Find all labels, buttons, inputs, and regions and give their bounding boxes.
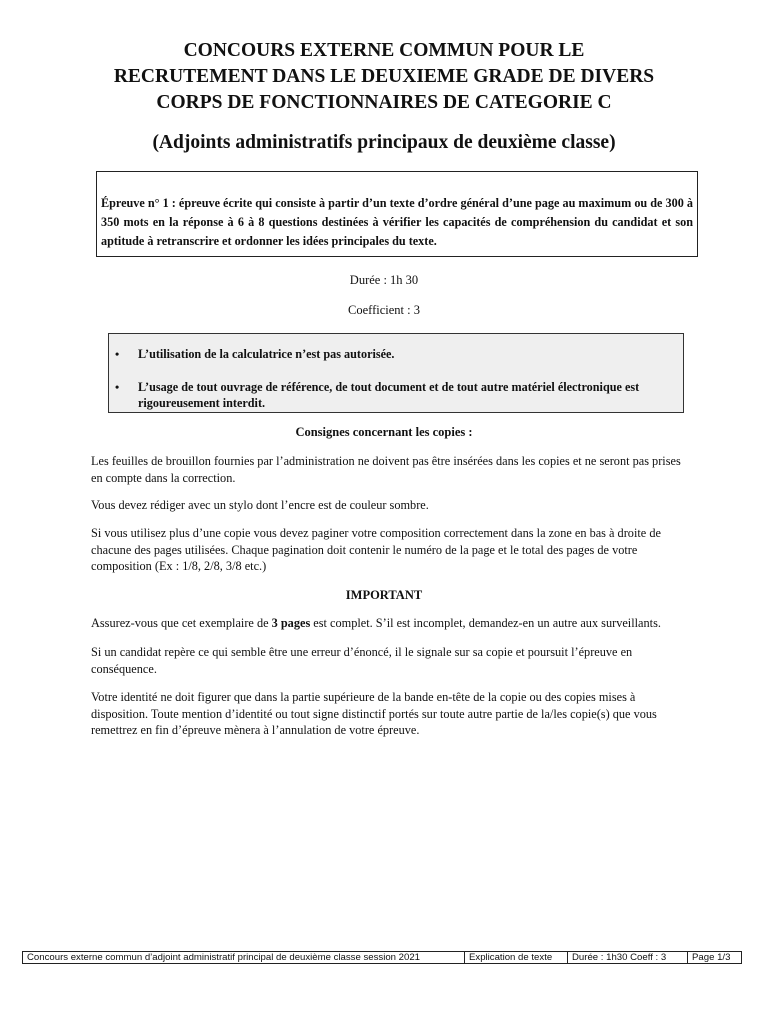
epreuve-description-text: Épreuve n° 1 : épreuve écrite qui consiste à partir d’un texte d’ordre général d’une page au maximum ou de 300 à 350 mots en la réponse à 6 à 8 questions destinées à vérifier les capacités de compréhension du candidat et son aptitude à retranscrire et ordonner les idées principales du texte.	[101, 196, 693, 248]
consigne-paragraph: Vous devez rédiger avec un stylo dont l’encre est de couleur sombre.	[91, 498, 429, 512]
document-title	[60, 38, 708, 116]
document-subtitle: (Adjoints administratifs principaux de deuxième classe)	[152, 132, 616, 153]
bullet-icon: •	[115, 347, 120, 361]
rule-text: L’utilisation de la calculatrice n’est pas autorisée.	[138, 347, 395, 361]
consigne-paragraph: Les feuilles de brouillon fournies par l’administration ne doivent pas être insérées dans les copies et ne seront pas prises en compte dans la correction.	[91, 454, 681, 485]
important-paragraph	[91, 615, 681, 632]
p4-page-count: 3 pages	[271, 616, 311, 630]
rules-box	[108, 333, 684, 413]
p4-text-end: est complet. S’il est incomplet, demandez-en un autre aux surveillants.	[310, 616, 661, 630]
title-line-2: RECRUTEMENT DANS LE DEUXIEME GRADE DE DIVERS	[113, 66, 655, 87]
important-paragraph: Votre identité ne doit figurer que dans la partie supérieure de la bande en-tête de la copie ou des copies mises à disposition. Toute mention d’identité ou tout signe distinctif portés sur toute autre partie de la/les copie(s) que vous remettrez en fin d’épreuve mènera à l’annulation de votre épreuve.	[91, 690, 657, 737]
footer-epreuve: Explication de texte	[465, 952, 568, 963]
bullet-icon: •	[115, 380, 120, 394]
epreuve-description-box	[96, 171, 698, 257]
rule-text: L’usage de tout ouvrage de référence, de tout document et de tout autre matériel électronique est rigoureusement interdit.	[138, 380, 640, 410]
important-paragraph: Si un candidat repère ce qui semble être une erreur d’énoncé, il le signale sur sa copie et poursuit l’épreuve en conséquence.	[91, 645, 633, 676]
consigne-paragraph: Si vous utilisez plus d’une copie vous devez paginer votre composition correctement dans la zone en bas à droite de chacune des pages utilisées. Chaque pagination doit contenir le numéro de la page et le total des pages de votre composition (Ex : 1/8, 2/8, 3/8 etc.)	[91, 526, 661, 573]
footer-concours: Concours externe commun d’adjoint administratif principal de deuxième classe session 2021	[23, 952, 465, 963]
footer-page-number: Page 1/3	[692, 952, 731, 963]
coefficient-label: Coefficient : 3	[348, 303, 420, 317]
consignes-heading: Consignes concernant les copies :	[295, 425, 473, 439]
p4-text-start: Assurez-vous que cet exemplaire de	[91, 616, 272, 630]
duration-label: Durée : 1h 30	[349, 273, 419, 287]
footer-duree-coeff: Durée : 1h30 Coeff : 3	[568, 952, 688, 963]
title-line-1: CONCOURS EXTERNE COMMUN POUR LE	[183, 40, 585, 61]
important-heading: IMPORTANT	[345, 588, 423, 602]
page-footer	[22, 951, 742, 964]
title-line-3: CORPS DE FONCTIONNAIRES DE CATEGORIE C	[156, 92, 612, 113]
